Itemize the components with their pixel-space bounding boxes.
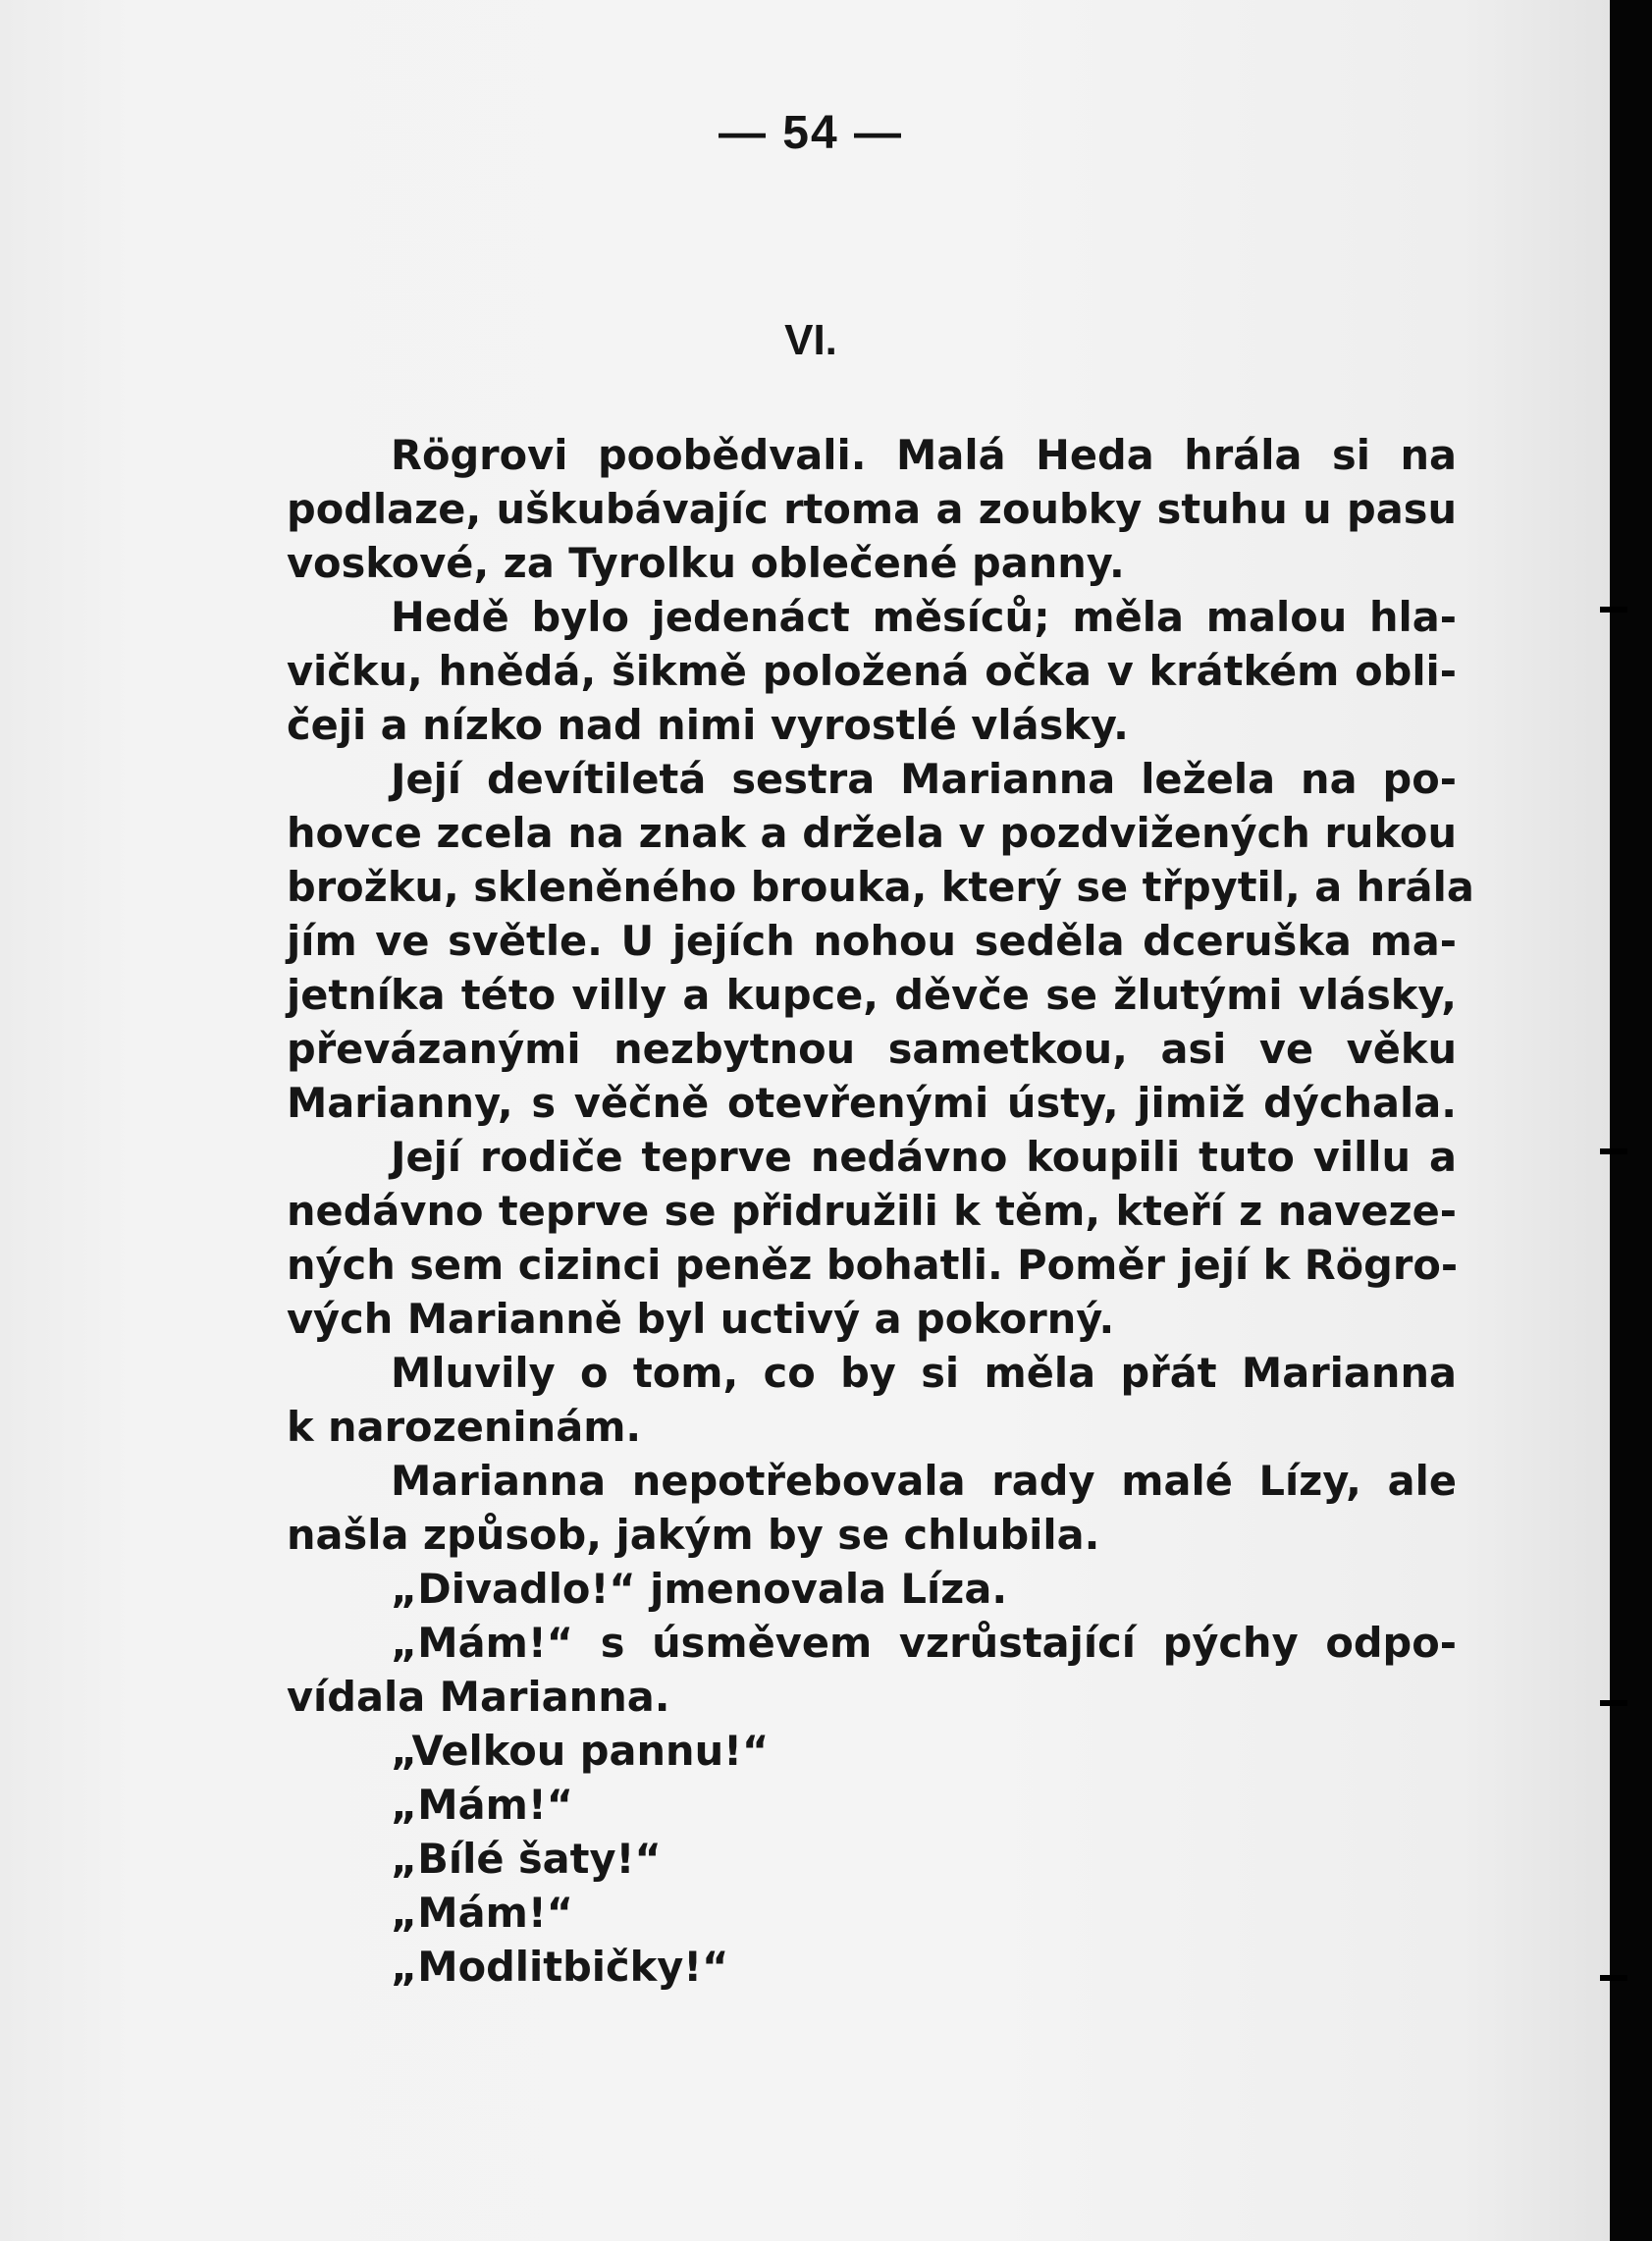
text-line: vičku, hnědá, šikmě položená očka v krátkém obli- [287,647,1457,695]
body-text [287,428,1474,1994]
text-line: „Bílé šaty!“ [391,1835,662,1883]
text-line: „Mám!“ [391,1889,574,1937]
text-line: našla způsob, jakým by se chlubila. [287,1511,1100,1559]
edge-notch [1600,607,1627,613]
text-line: Marianny, s věčně otevřenými ústy, jimiž dýchala. [287,1079,1457,1127]
page-number: — 54 — [718,107,904,159]
text-line: „Modlitbičky!“ [391,1943,729,1991]
edge-notch [1600,1975,1627,1981]
text-line: voskové, za Tyrolku oblečené panny. [287,539,1125,587]
text-line: Rögrovi poobědvali. Malá Heda hrála si na [391,431,1457,479]
text-line: hovce zcela na znak a držela v pozdvižených rukou [287,809,1457,857]
text-line: převázanými nezbytnou sametkou, asi ve věku [287,1025,1457,1073]
text-line: vých Marianně byl uctivý a pokorný. [287,1295,1115,1343]
text-line: „Mám!“ s úsměvem vzrůstající pýchy odpo- [391,1619,1457,1667]
text-line: „Divadlo!“ jmenovala Líza. [391,1565,1008,1613]
text-line: jím ve světle. U jejích nohou seděla dceruška ma- [287,917,1457,965]
text-line: „Mám!“ [391,1781,574,1829]
edge-notch [1600,1148,1627,1154]
book-spine-edge [1610,0,1652,2241]
text-line: Její devítiletá sestra Marianna ležela na po- [391,755,1457,803]
text-line: vídala Marianna. [287,1673,670,1721]
text-line: k narozeninám. [287,1403,642,1451]
text-line: podlaze, uškubávajíc rtoma a zoubky stuhu u pasu [287,485,1457,533]
text-line: Její rodiče teprve nedávno koupili tuto villu a [391,1133,1457,1181]
text-line: Hedě bylo jedenáct měsíců; měla malou hla- [391,593,1457,641]
edge-notch [1600,1700,1627,1706]
text-line: jetníka této villy a kupce, děvče se žlutými vlásky, [287,971,1457,1019]
text-line: Mluvily o tom, co by si měla přát Marianna [391,1349,1457,1397]
text-line: ných sem cizinci peněz bohatli. Poměr její k Rögro- [287,1241,1459,1289]
chapter-title: VI. [784,316,837,364]
text-line: Marianna nepotřebovala rady malé Lízy, ale [391,1457,1457,1505]
text-line: brožku, skleněného brouka, který se třpytil, a hrála [287,863,1474,911]
text-line: čeji a nízko nad nimi vyrostlé vlásky. [287,701,1129,749]
text-line: nedávno teprve se přidružili k těm, kteří z naveze- [287,1187,1457,1235]
text-line: „Velkou pannu!“ [391,1727,770,1775]
